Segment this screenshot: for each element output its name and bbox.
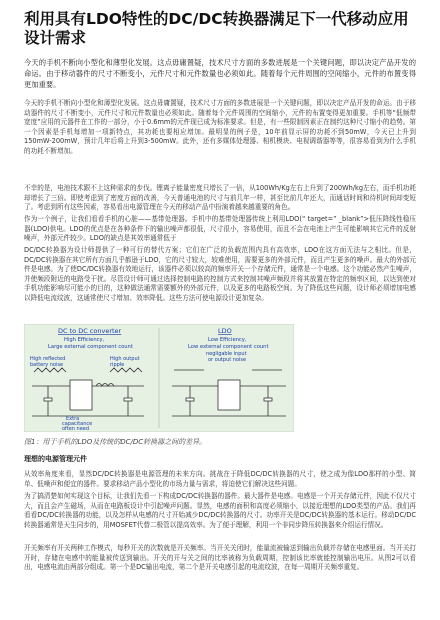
output-capacitor — [124, 398, 132, 401]
dcdc-efficiency: High Efficiency, — [64, 337, 105, 343]
extra-cap-label-2: capacitance — [62, 421, 93, 427]
extra-cap-label: Extra — [66, 416, 80, 422]
ldo-input-capacitor — [186, 398, 194, 401]
ldo-efficiency: Low Efficiency, — [208, 337, 247, 343]
ldo-output-capacitor — [264, 398, 272, 401]
ldo-noise-label-2: or output noise — [208, 357, 247, 363]
ldo-components: Low external component count — [188, 344, 269, 350]
body-paragraph-5: 从效率角度来看，显然DC/DC转换器是电源管理的未来方向。挑战在于降低DC/DC转换器的尺寸，使之成为像LDO那样的小型、简单、低噪声和便宜的器件。要求移动产品小型化的市场力量与需求，将迫使它们解决这些问题。 — [24, 470, 416, 488]
body-paragraph-6: 为了搞清楚如何实现这个目标，让我们先看一下构成DC/DC转换器的器件。最大器件是电感。电感是一个开关存储元件，因此不仅尺寸大，而且会产生磁场，从而在电路板设计中引起噪声问题。显然，电感的面积和高度必须缩小，以接近理想的LDO类型的产品。我们再看看DC/DC转换器的功能，以及怎样从电感的尺寸开始减少DC/DC转换器的尺寸。功率开关是DC/DC转换器的基本运行。移动DC/DC转换器通常是天生同步的，用MOSFET代替二极管以提高效率。为了便于理解，利用一个非同步降压转换器来介绍运行情况。 — [24, 492, 416, 529]
dcdc-ic — [70, 380, 92, 410]
input-capacitor — [44, 398, 52, 401]
body-paragraph-4: DC/DC转换器为设计师提供了一种可行的替代方案；它们在广泛的负载范围内具有高效率，LDO在这方面无法与之相比。但是，DC/DC转换器在其它所有方面几乎都逊于LDO，它的尺寸较大，较难使用，需要更多的外部元件，而且产生更多的噪声。最大的外部元件是电感。为了使DC/DC转换器有效地运行，该器件必须以较高的频率开关一个存储元件，通常是一个电感。这个功能必然产生噪声，并使频段附近的电路受干扰。尽管设计师可通过选择控制电路的控制方式来控制其噪声频段并将其放置在特定的频率区间，以达到使对手机功能影响尽可能小的目的，这种做法通常需要额外的外部元件，以及更多的电路板空间。为了降低这些问题，设计师必须增加电感以降低电流纹波，这通常使尺寸增加、效率降低。这些方法可使电源设计更加复杂。 — [24, 246, 416, 302]
ldo-title: LDO — [218, 327, 232, 335]
ldo-noise-label: negligable input — [206, 351, 247, 357]
extra-cap-label-3: often need — [62, 426, 90, 432]
body-paragraph-1: 今天的手机不断向小型化和薄型化发展。这点毋庸置疑，技术尺寸方面的多数进展是一个关键问题，即以决定产品开发的命运。由于移动器件的尺寸不断变小，元件尺寸和元件数量也必须如此。随着每个元件周围的空间缩小，元件的布置变得更加重要。手机等“低频带宽度”应用的元器件在工作的一部分，小于0.6mm的元件现已成为标准要求。但是，有一些限制因素正在制约这种尺寸缩小的趋势。第一个因素是手机每增加一项新特点，其功耗也要相应增加。最明显的例子是，10年前显示屏的功耗不到50mW，今天已上升到150mW-200mW，预计几年后将上升到3-500mW。此外，还有多媒体处理器、相机模块、电视调谐器等等，很容易看到为什么手机的功耗不断增加。 — [24, 99, 416, 155]
battery-noise-label: battery noise — [30, 362, 64, 368]
article-title: 利用具有LDO特性的DC/DC转换器满足下一代移动应用设计需求 — [24, 10, 409, 47]
figure-caption: 图1：用于手机的LDO及传统的DC/DC转换器之间的差异。 — [24, 438, 207, 446]
body-paragraph-3: 作为一个例子，让我们看看手机的心脏——基带处理器。手机中的基带处理器传统上利用LDO(“ target=” _blank”>低压降线性稳压器(LDO)供电。LDO的优点是在各种条件下的输出噪声都很低，尺寸很小，容易使用，而且不会在电池上产生可能影响其它元件的反射噪声，外部元件较少。LDO的缺点是其效率通常低于 — [24, 215, 416, 243]
dcdc-components: Large external component count — [48, 344, 133, 350]
body-paragraph-2: 不幸的是，电池技术跟不上这种需求的步伐。锂离子能量密度只增长了一倍，从100Wh/Kg左右上升到了200Wh/kg左右，而手机功耗却增长了三倍。即使考虑到了密度方面的改善，今天普通电池的尺寸与前几年一样，甚至比前几年还大，而通话时间和待机时间却变短了。考虑到所有这些因素，容易看出电源管理在今天的移动产品中扮演着越来越重要的角色。 — [24, 184, 416, 212]
reflected-noise-label: High reflected — [30, 356, 66, 362]
body-paragraph-7: 开关频率有开关两种工作模式，每秒开关的次数就是开关频率。当开关关闭时，能量流被输送到输出负载并存储在电感里面。当开关打开时，存储在电感中的能量被传送到输出。开关的开与关之间的比率被称为负载周期，控制该比率就能控制输出电压。从图2可以看出，电感电流由两部分组成。第一个是DC输出电流，第二个是开关电感引起的电流纹波，在每一周期开关频率重复。 — [24, 544, 416, 572]
converter-comparison-figure — [24, 324, 294, 432]
dcdc-title: DC to DC converter — [58, 327, 122, 335]
ldo-ic — [218, 380, 240, 410]
section-heading: 理想的电源管理元件 — [24, 455, 87, 463]
output-ripple-label-2: ripple — [110, 362, 125, 368]
intro-paragraph: 今天的手机不断向小型化和薄型化发展。这点毋庸置疑，技术尺寸方面的多数进展是一个关键问题，即以决定产品开发的命运。由于移动器件的尺寸不断变小，元件尺寸和元件数量也必须如此。随着每个元件周围的空间缩小，元件的布置变得更加重要。 — [24, 58, 416, 89]
output-ripple-label: High output — [110, 356, 140, 362]
